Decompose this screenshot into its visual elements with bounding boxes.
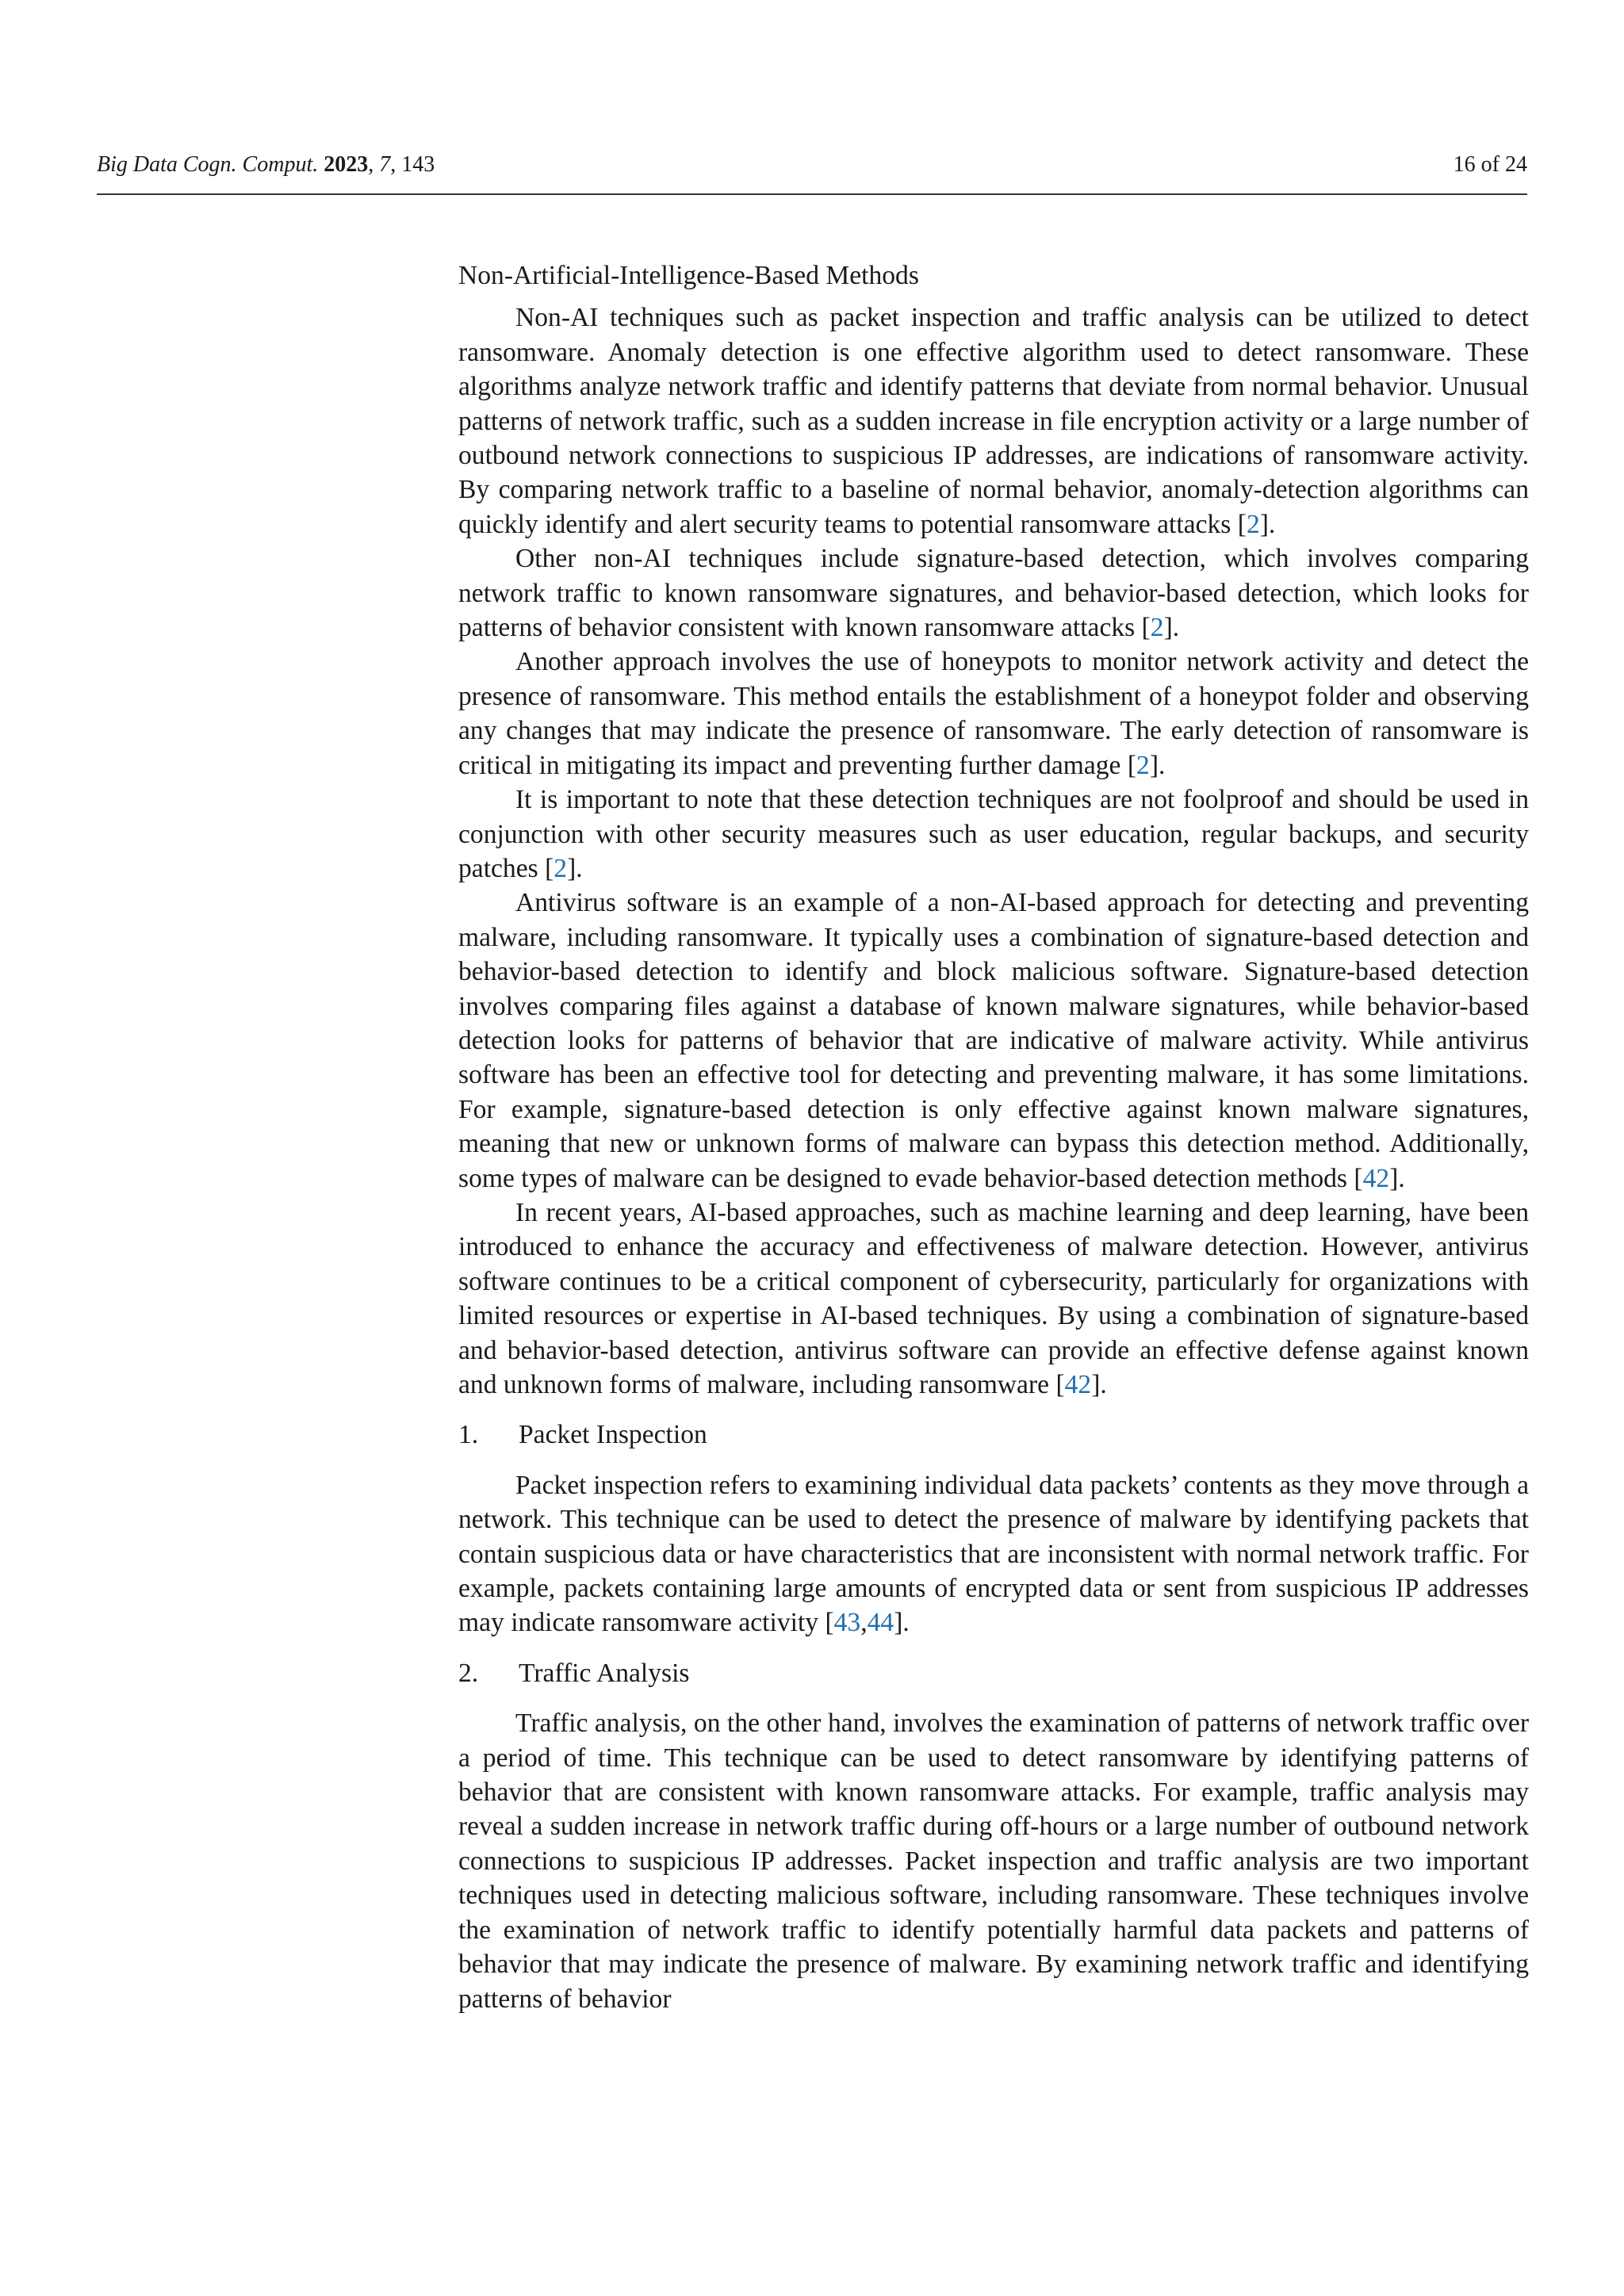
paragraph-text: ]. [1091, 1370, 1107, 1399]
paragraph-text: ]. [894, 1608, 910, 1638]
section-heading: Non-Artificial-Intelligence-Based Methods [458, 261, 919, 290]
volume: 7 [379, 152, 391, 177]
paragraph [458, 886, 1529, 1196]
journal-citation [97, 149, 435, 181]
citation-link[interactable]: 2 [1246, 509, 1260, 539]
paragraph-text: Antivirus software is an example of a non-AI-based approach for detecting and preventing malware, including ransomware. It typically uses a combination of signature-based detection and behavior-based detection to identify and block malicious software. Signature-based detection involves comparing files against a database of known malware signatures, while behavior-based detection looks for patterns of behavior that are indicative of malware activity. While antivirus software has been an effective tool for detecting and preventing malware, it has some limitations. For example, signature-based detection is only effective against known malware signatures, meaning that new or unknown forms of malware can bypass this detection method. Additionally, some types of malware can be designed to evade behavior-based detection methods [ [458, 888, 1529, 1193]
paragraph [458, 1468, 1529, 1640]
article-number: 143 [401, 152, 435, 177]
paragraph [458, 541, 1529, 645]
subsection-title: Traffic Analysis [519, 1658, 690, 1688]
paragraph-text: In recent years, AI-based approaches, such as machine learning and deep learning, have been introduced to enhance the accuracy and effectiveness of malware detection. However, antivirus software continues to be a critical component of cybersecurity, particularly for organizations with limited resources or expertise in AI-based techniques. By using a combination of signature-based and behavior-based detection, antivirus software can provide an effective defense against known and unknown forms of malware, including ransomware [ [458, 1197, 1529, 1399]
paragraph-text: ]. [1163, 613, 1180, 643]
paragraph-text: It is important to note that these detection techniques are not foolproof and should be used in conjunction with other security measures such as user education, regular backups, and security patches [ [458, 785, 1529, 883]
paragraph [458, 783, 1529, 886]
citation-link[interactable]: 2 [1136, 750, 1150, 780]
comma-separator: , [368, 152, 380, 177]
citation-link[interactable]: 2 [553, 853, 568, 883]
list-number: 2. [458, 1658, 479, 1688]
paragraph-text: Other non-AI techniques include signature-based detection, which involves comparing network traffic to known ransomware signatures, and behavior-based detection, which looks for patterns of behavior consistent with known ransomware attacks [ [458, 544, 1529, 643]
list-number: 1. [458, 1420, 479, 1450]
paragraph-text: ]. [567, 853, 583, 883]
comma-separator: , [390, 152, 402, 177]
running-header [97, 146, 1527, 195]
paragraph-text: Non-AI techniques such as packet inspection and traffic analysis can be utilized to detect ransomware. Anomaly detection is one effective algorithm used to detect ransomware. These algorithms analyze network traffic and identify patterns that deviate from normal behavior. Unusual patterns of network traffic, such as a sudden increase in file encryption activity or a large number of outbound network connections to suspicious IP addresses, are indications of ransomware activity. By comparing network traffic to a baseline of normal behavior, anomaly-detection algorithms can quickly identify and alert security teams to potential ransomware attacks [ [458, 303, 1529, 539]
paragraph-text: ]. [1149, 750, 1166, 780]
citation-separator: , [860, 1608, 868, 1638]
paragraph [458, 645, 1529, 783]
citation-link[interactable]: 44 [867, 1608, 894, 1638]
paragraph [458, 1196, 1529, 1402]
paragraph [458, 1706, 1529, 2016]
subsection-heading-packet-inspection [458, 1418, 1529, 1452]
citation-link[interactable]: 42 [1064, 1370, 1092, 1399]
journal-name: Big Data Cogn. Comput. [97, 152, 319, 177]
page-counter: 16 of 24 [1453, 152, 1527, 177]
paragraph [458, 300, 1529, 541]
paragraph-text: Packet inspection refers to examining individual data packets’ contents as they move through a network. This technique can be used to detect the presence of malware by identifying packets that contain suspicious data or have characteristics that are inconsistent with normal network traffic. For example, packets containing large amounts of encrypted data or sent from suspicious IP addresses may indicate ransomware activity [ [458, 1470, 1529, 1638]
body-column [458, 258, 1529, 2016]
citation-link[interactable]: 42 [1362, 1163, 1390, 1193]
paragraph-text: Another approach involves the use of honeypots to monitor network activity and detect the presence of ransomware. This method entails the establishment of a honeypot folder and observing any changes that may indicate the presence of ransomware. The early detection of ransomware is critical in mitigating its impact and preventing further damage [ [458, 647, 1529, 780]
citation-link[interactable]: 43 [833, 1608, 861, 1638]
subsection-heading-traffic-analysis [458, 1656, 1529, 1690]
paragraph-text: ]. [1259, 509, 1276, 539]
citation-link[interactable]: 2 [1150, 613, 1164, 643]
subsection-title: Packet Inspection [519, 1420, 707, 1450]
year: 2023 [324, 152, 369, 177]
paragraph-text: ]. [1389, 1163, 1405, 1193]
paragraph-text: Traffic analysis, on the other hand, involves the examination of patterns of network traffic over a period of time. This technique can be used to detect ransomware by identifying patterns of behavior that are consistent with known ransomware attacks. For example, traffic analysis may reveal a sudden increase in network traffic during off-hours or a large number of outbound network connections to suspicious IP addresses. Packet inspection and traffic analysis are two important techniques used in detecting malicious software, including ransomware. These techniques involve the examination of network traffic to identify potentially harmful data packets and patterns of behavior that may indicate the presence of malware. By examining network traffic and identifying patterns of behavior [458, 1709, 1529, 2014]
